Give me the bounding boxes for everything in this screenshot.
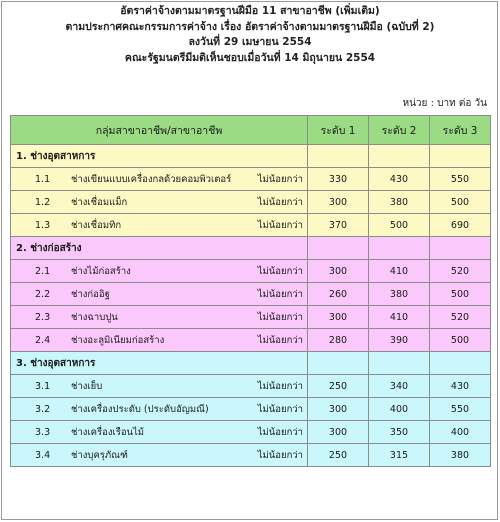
wage-level-3: 500 <box>430 283 491 306</box>
occupation-cell <box>11 398 308 421</box>
group-title: 2. ช่างก่อสร้าง <box>11 237 308 260</box>
group-title: 1. ช่างอุตสาหการ <box>11 145 308 168</box>
table-row <box>11 306 491 329</box>
condition-label: ไม่น้อยกว่า <box>257 265 303 277</box>
group-row <box>11 145 491 168</box>
header-line-4: คณะรัฐมนตรีมีมติเห็นชอบเมื่อวันที่ 14 มิถุนายน 2554 <box>124 51 376 64</box>
wage-table <box>10 115 491 467</box>
group-row <box>11 237 491 260</box>
wage-level-3: 520 <box>430 306 491 329</box>
occupation-cell <box>11 191 308 214</box>
table-row <box>11 191 491 214</box>
occupation-name: ช่างฉาบปูน <box>71 311 118 323</box>
wage-level-2: 410 <box>369 260 430 283</box>
occupation-name: ช่างเชื่อมทิก <box>71 219 122 231</box>
condition-label: ไม่น้อยกว่า <box>257 403 303 415</box>
item-number: 2.1 <box>35 265 51 277</box>
wage-level-3: 500 <box>430 329 491 352</box>
wage-level-2: 430 <box>369 168 430 191</box>
wage-level-1: 300 <box>308 260 369 283</box>
table-row <box>11 260 491 283</box>
wage-level-1: 330 <box>308 168 369 191</box>
wage-level-1: 300 <box>308 306 369 329</box>
table-row <box>11 398 491 421</box>
wage-level-3: 500 <box>430 191 491 214</box>
empty-cell <box>369 352 430 375</box>
table-row <box>11 283 491 306</box>
wage-level-2: 340 <box>369 375 430 398</box>
condition-label: ไม่น้อยกว่า <box>257 311 303 323</box>
wage-level-2: 380 <box>369 283 430 306</box>
wage-level-3: 550 <box>430 398 491 421</box>
empty-cell <box>369 237 430 260</box>
table-row <box>11 168 491 191</box>
item-number: 1.3 <box>35 219 51 231</box>
occupation-name: ช่างก่ออิฐ <box>71 288 110 300</box>
wage-level-2: 380 <box>369 191 430 214</box>
item-number: 2.2 <box>35 288 51 300</box>
wage-level-2: 390 <box>369 329 430 352</box>
column-header-occupation: กลุ่มสาขาอาชีพ/สาขาอาชีพ <box>11 116 308 145</box>
item-number: 3.4 <box>35 449 51 461</box>
empty-cell <box>430 237 491 260</box>
group-row <box>11 352 491 375</box>
wage-level-1: 250 <box>308 375 369 398</box>
wage-level-1: 250 <box>308 444 369 467</box>
item-number: 3.3 <box>35 426 51 438</box>
header-line-2: ตามประกาศคณะกรรมการค่าจ้าง เรื่อง อัตราค่าจ้างตามมาตรฐานฝีมือ (ฉบับที่ 2) <box>65 20 435 33</box>
occupation-cell <box>11 444 308 467</box>
occupation-name: ช่างไม้ก่อสร้าง <box>71 265 131 277</box>
column-header-level-2: ระดับ 2 <box>369 116 430 145</box>
wage-level-3: 430 <box>430 375 491 398</box>
wage-level-3: 520 <box>430 260 491 283</box>
unit-note: หน่วย : บาท ต่อ วัน <box>402 98 487 109</box>
wage-level-3: 380 <box>430 444 491 467</box>
column-header-level-3: ระดับ 3 <box>430 116 491 145</box>
occupation-cell <box>11 260 308 283</box>
empty-cell <box>369 145 430 168</box>
occupation-cell <box>11 214 308 237</box>
condition-label: ไม่น้อยกว่า <box>257 380 303 392</box>
wage-level-2: 315 <box>369 444 430 467</box>
condition-label: ไม่น้อยกว่า <box>257 219 303 231</box>
wage-level-1: 260 <box>308 283 369 306</box>
wage-level-1: 370 <box>308 214 369 237</box>
header-line-1: อัตราค่าจ้างตามมาตรฐานฝีมือ 11 สาขาอาชีพ (เพิ่มเติม) <box>120 5 380 17</box>
wage-level-1: 300 <box>308 398 369 421</box>
document-header <box>0 4 500 66</box>
item-number: 2.4 <box>35 334 51 346</box>
occupation-name: ช่างเขียนแบบเครื่องกลด้วยคอมพิวเตอร์ <box>71 173 232 185</box>
wage-level-1: 300 <box>308 191 369 214</box>
occupation-name: ช่างเครื่องประดับ (ประดับอัญมณี) <box>71 403 209 415</box>
table-row <box>11 214 491 237</box>
occupation-name: ช่างเครื่องเรือนไม้ <box>71 426 145 438</box>
wage-level-2: 350 <box>369 421 430 444</box>
occupation-cell <box>11 168 308 191</box>
item-number: 3.2 <box>35 403 51 415</box>
item-number: 1.2 <box>35 196 51 208</box>
empty-cell <box>308 145 369 168</box>
wage-level-2: 410 <box>369 306 430 329</box>
empty-cell <box>430 145 491 168</box>
occupation-name: ช่างเย็บ <box>71 380 103 392</box>
wage-level-1: 280 <box>308 329 369 352</box>
condition-label: ไม่น้อยกว่า <box>257 196 303 208</box>
table-row <box>11 421 491 444</box>
occupation-cell <box>11 375 308 398</box>
table-row <box>11 375 491 398</box>
occupation-name: ช่างอะลูมิเนียมก่อสร้าง <box>71 334 165 346</box>
wage-level-3: 400 <box>430 421 491 444</box>
empty-cell <box>430 352 491 375</box>
wage-level-3: 690 <box>430 214 491 237</box>
condition-label: ไม่น้อยกว่า <box>257 288 303 300</box>
condition-label: ไม่น้อยกว่า <box>257 173 303 185</box>
wage-level-1: 300 <box>308 421 369 444</box>
occupation-name: ช่างบุครุภัณฑ์ <box>71 449 128 461</box>
occupation-cell <box>11 329 308 352</box>
wage-level-3: 550 <box>430 168 491 191</box>
condition-label: ไม่น้อยกว่า <box>257 449 303 461</box>
wage-level-2: 500 <box>369 214 430 237</box>
item-number: 2.3 <box>35 311 51 323</box>
empty-cell <box>308 352 369 375</box>
table-header-row <box>11 116 491 145</box>
occupation-cell <box>11 306 308 329</box>
occupation-cell <box>11 421 308 444</box>
occupation-name: ช่างเชื่อมแม็ก <box>71 196 128 208</box>
condition-label: ไม่น้อยกว่า <box>257 334 303 346</box>
table-row <box>11 444 491 467</box>
table-row <box>11 329 491 352</box>
header-line-3: ลงวันที่ 29 เมษายน 2554 <box>188 36 312 48</box>
condition-label: ไม่น้อยกว่า <box>257 426 303 438</box>
group-title: 3. ช่างอุตสาหการ <box>11 352 308 375</box>
empty-cell <box>308 237 369 260</box>
item-number: 3.1 <box>35 380 51 392</box>
item-number: 1.1 <box>35 173 51 185</box>
occupation-cell <box>11 283 308 306</box>
wage-level-2: 400 <box>369 398 430 421</box>
column-header-level-1: ระดับ 1 <box>308 116 369 145</box>
